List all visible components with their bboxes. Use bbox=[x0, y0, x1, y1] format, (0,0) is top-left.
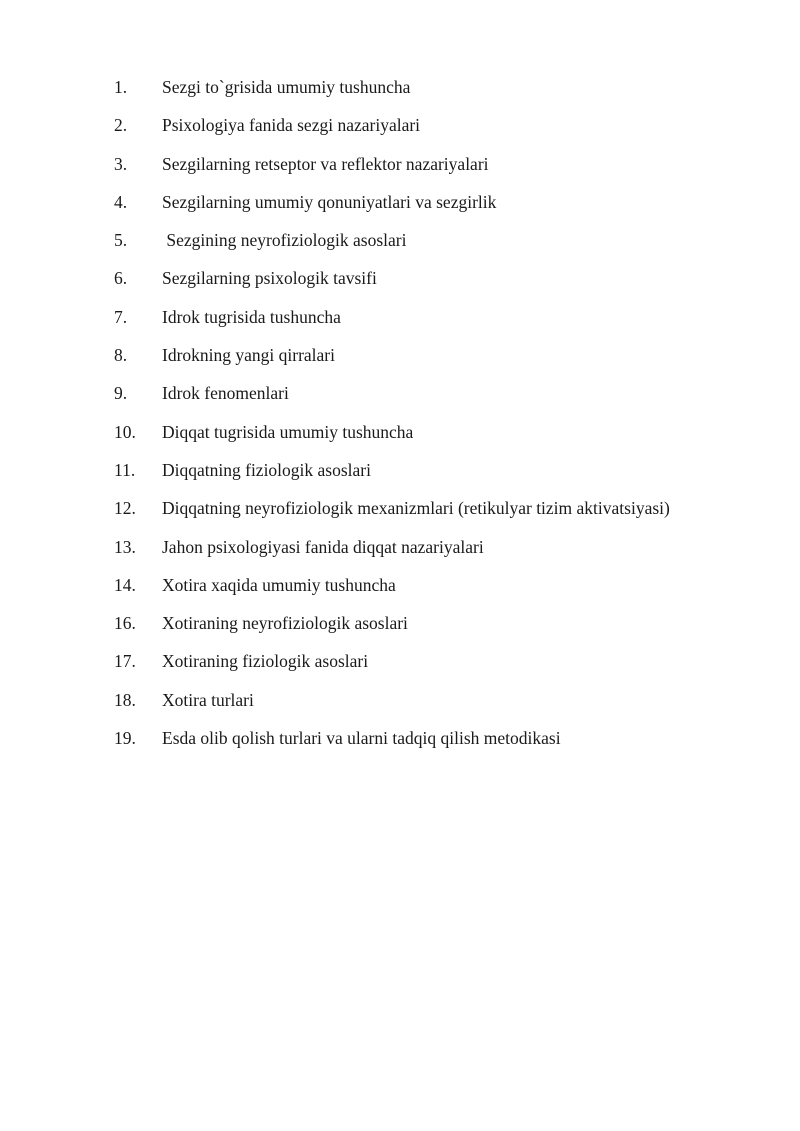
item-number: 17. bbox=[114, 651, 136, 672]
list-item bbox=[114, 227, 670, 265]
item-number: 16. bbox=[114, 613, 136, 634]
item-text: Diqqatning fiziologik asoslari bbox=[162, 459, 371, 480]
item-number: 14. bbox=[114, 574, 136, 595]
item-text: Xotiraning fiziologik asoslari bbox=[162, 651, 369, 672]
item-text: Idrokning yangi qirralari bbox=[162, 345, 336, 366]
item-text: Xotira xaqida umumiy tushuncha bbox=[162, 574, 396, 595]
item-number: 13. bbox=[114, 536, 136, 557]
item-number: 19. bbox=[114, 728, 136, 749]
topic-list bbox=[114, 74, 670, 763]
list-item bbox=[114, 151, 670, 189]
item-text: Xotiraning neyrofiziologik asoslari bbox=[162, 613, 408, 634]
item-text: Jahon psixologiyasi fanida diqqat nazariyalari bbox=[162, 536, 484, 557]
item-number: 11. bbox=[114, 459, 136, 480]
list-item bbox=[114, 495, 670, 533]
item-number: 4. bbox=[114, 191, 128, 212]
list-item bbox=[114, 189, 670, 227]
item-number: 6. bbox=[114, 268, 128, 289]
item-number: 10. bbox=[114, 421, 136, 442]
item-number: 2. bbox=[114, 115, 128, 136]
item-text: Sezgilarning umumiy qonuniyatlari va sezgirlik bbox=[162, 191, 497, 212]
item-text: Idrok fenomenlari bbox=[162, 383, 289, 404]
item-number: 9. bbox=[114, 383, 128, 404]
list-item bbox=[114, 725, 670, 763]
list-item bbox=[114, 380, 670, 418]
list-item bbox=[114, 572, 670, 610]
item-number: 3. bbox=[114, 153, 128, 174]
item-number: 5. bbox=[114, 230, 128, 251]
item-text: Diqqat tugrisida umumiy tushuncha bbox=[162, 421, 414, 442]
list-item bbox=[114, 648, 670, 686]
item-text: Xotira turlari bbox=[162, 689, 254, 710]
item-text: Sezgining neyrofiziologik asoslari bbox=[162, 230, 407, 251]
list-item bbox=[114, 304, 670, 342]
list-item bbox=[114, 112, 670, 150]
list-item bbox=[114, 534, 670, 572]
item-number: 8. bbox=[114, 345, 128, 366]
item-number: 7. bbox=[114, 306, 128, 327]
item-number: 12. bbox=[114, 498, 136, 519]
list-item bbox=[114, 265, 670, 303]
list-item bbox=[114, 457, 670, 495]
item-number: 18. bbox=[114, 689, 136, 710]
item-text: Esda olib qolish turlari va ularni tadqiq qilish metodikasi bbox=[162, 728, 561, 749]
list-item bbox=[114, 687, 670, 725]
list-item bbox=[114, 342, 670, 380]
item-number: 1. bbox=[114, 77, 128, 97]
item-text: Psixologiya fanida sezgi nazariyalari bbox=[162, 115, 421, 136]
list-item bbox=[114, 74, 670, 112]
list-item bbox=[114, 419, 670, 457]
list-item bbox=[114, 610, 670, 648]
item-text: Sezgilarning retseptor va reflektor nazariyalari bbox=[162, 153, 489, 174]
item-text: Idrok tugrisida tushuncha bbox=[162, 306, 341, 327]
item-text: Sezgi to`grisida umumiy tushuncha bbox=[162, 77, 411, 97]
item-text: Diqqatning neyrofiziologik mexanizmlari (retikulyar tizim aktivatsiyasi) bbox=[162, 498, 670, 519]
item-text: Sezgilarning psixologik tavsifi bbox=[162, 268, 377, 289]
